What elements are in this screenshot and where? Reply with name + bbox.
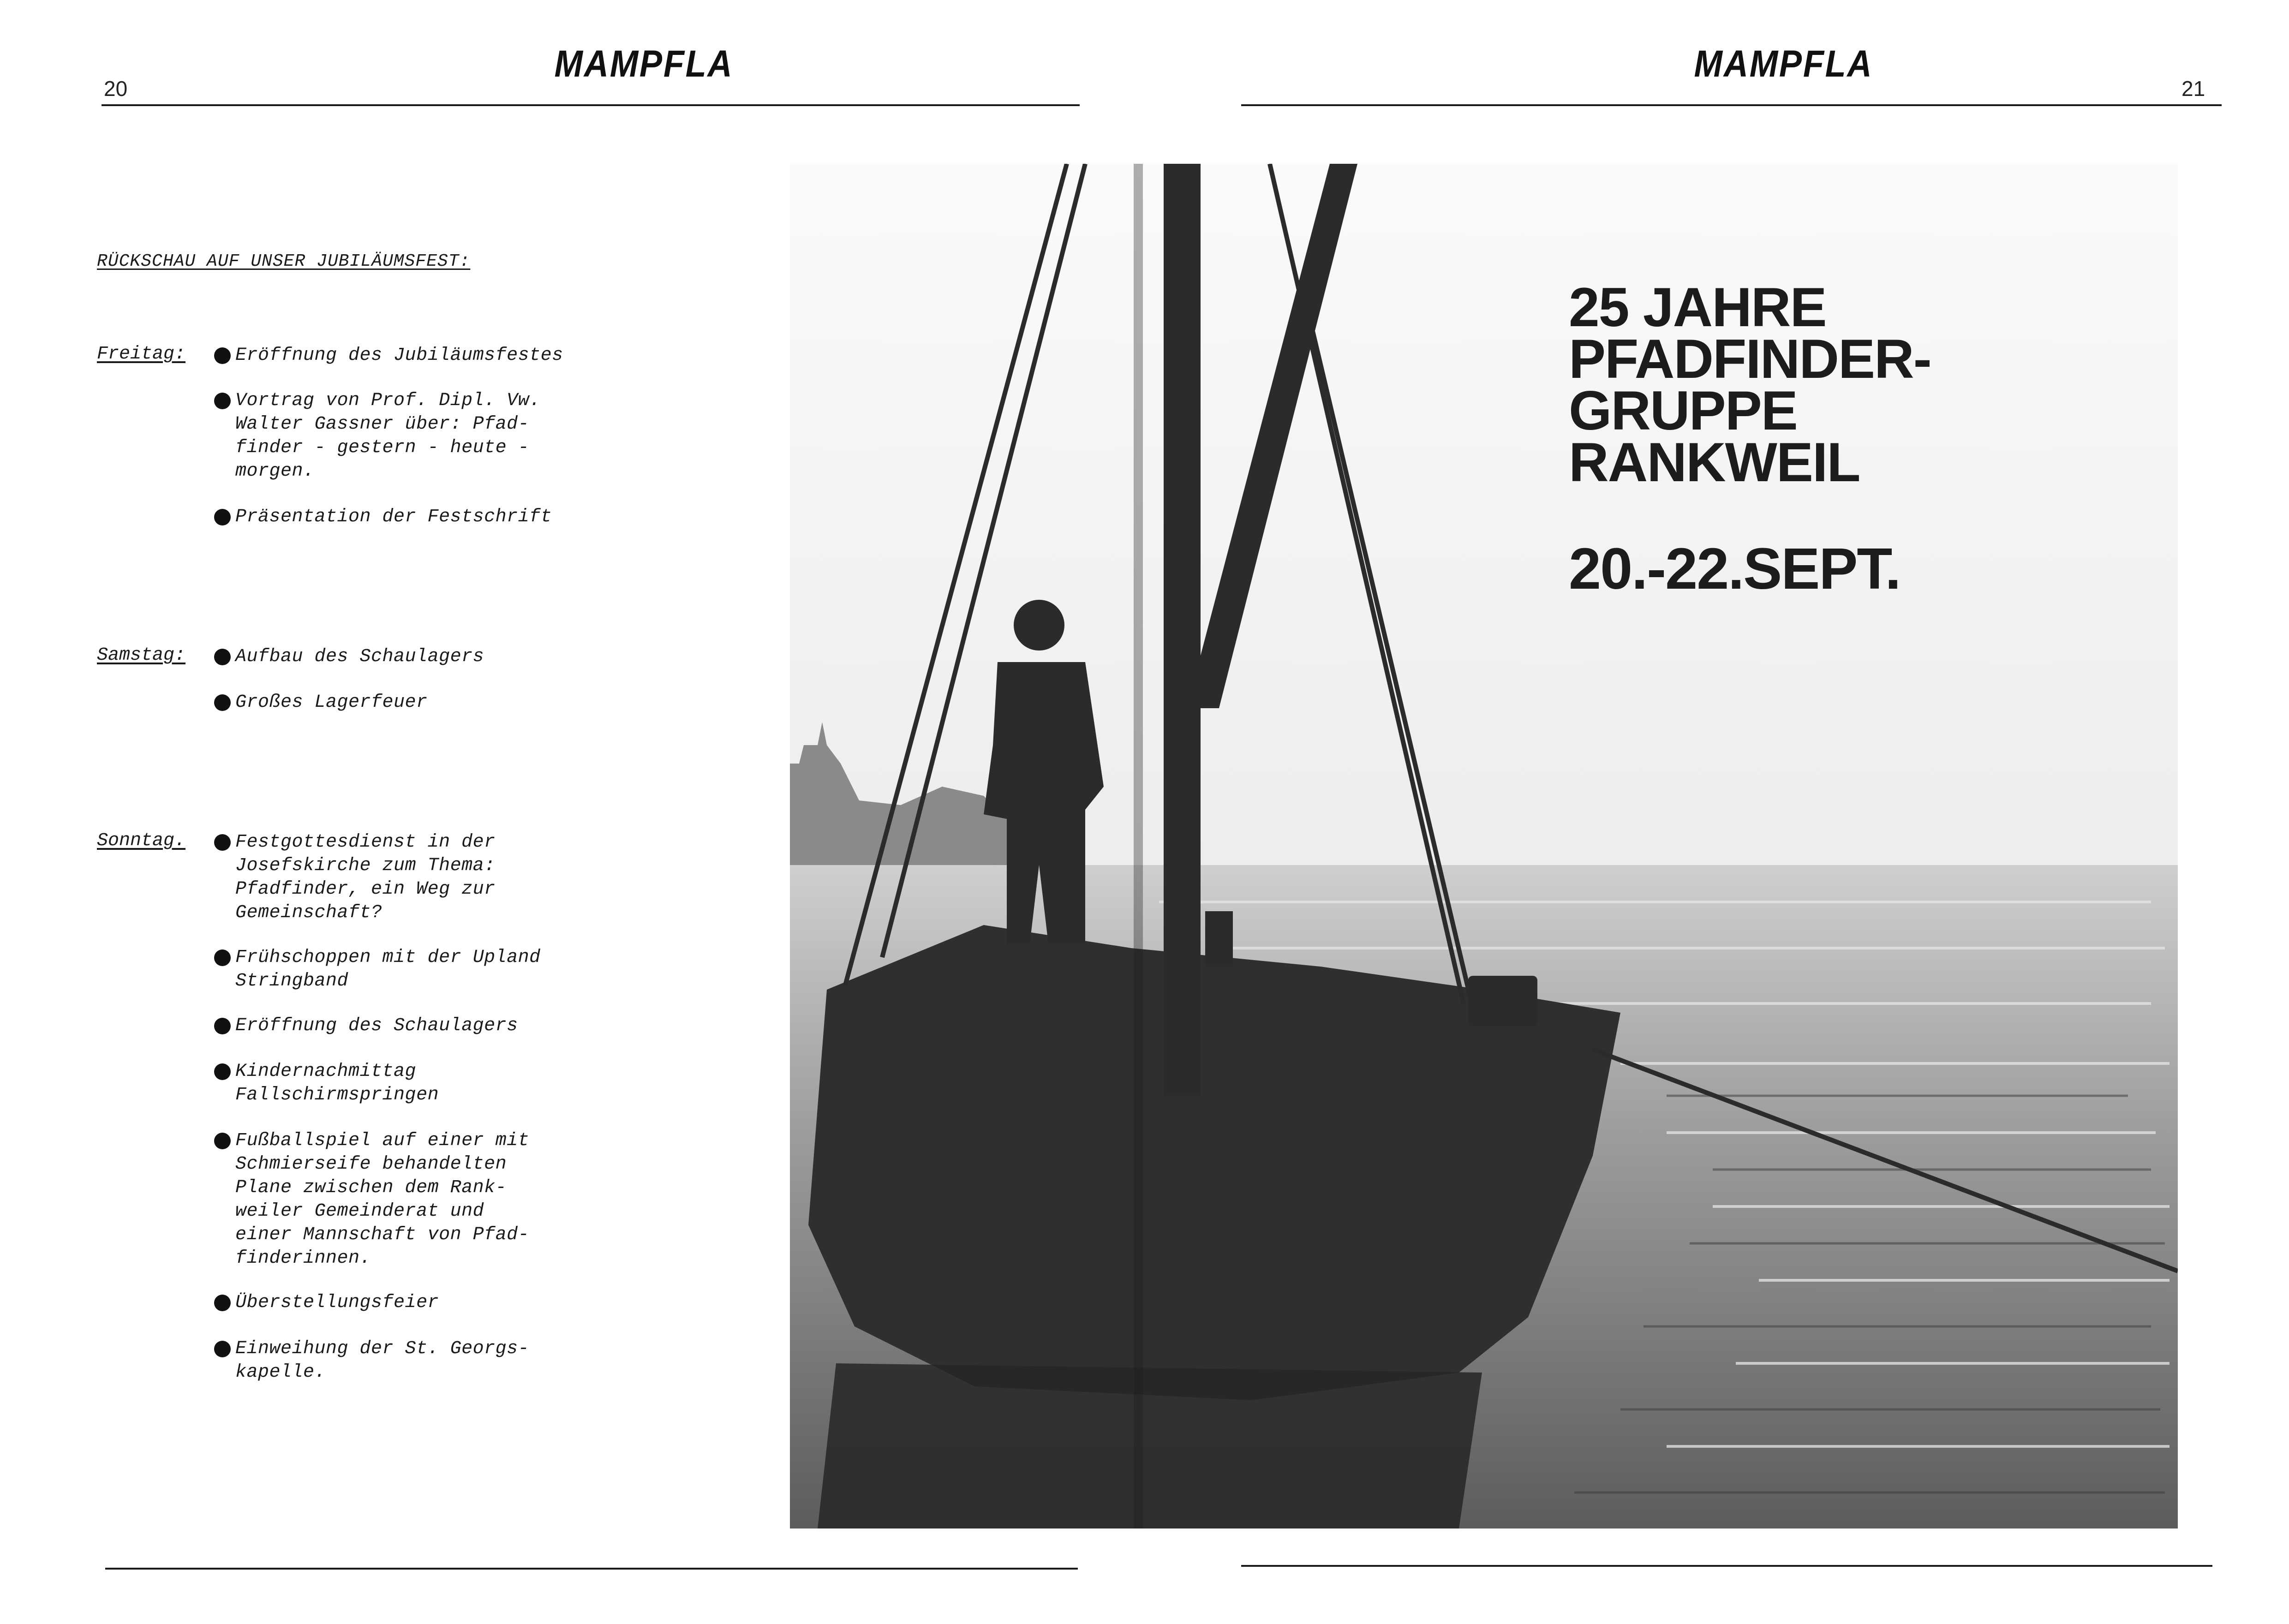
- section-title: RÜCKSCHAU AUF UNSER JUBILÄUMSFEST:: [97, 251, 471, 271]
- program-item: Eröffnung des Jubiläumsfestes: [214, 344, 592, 367]
- program-item: Vortrag von Prof. Dipl. Vw. Walter Gassner über: Pfad- finder - gestern - heute - morgen.: [214, 389, 592, 483]
- program-item: Präsentation der Festschrift: [214, 505, 592, 529]
- headline-line: RANKWEIL: [1569, 431, 1860, 493]
- page-number-left: 20: [104, 77, 128, 101]
- bullet-dot-icon: [214, 347, 231, 364]
- program-item: Großes Lagerfeuer: [214, 691, 592, 714]
- sailboat-photo-graphic: [790, 164, 2178, 1528]
- headline-line: PFADFINDER-: [1569, 328, 1931, 390]
- bullet-dot-icon: [214, 834, 231, 851]
- page-number-right: 21: [2181, 77, 2205, 101]
- bullet-dot-icon: [214, 509, 231, 525]
- program-item: Aufbau des Schaulagers: [214, 645, 592, 669]
- day-label-samstag: Samstag:: [97, 645, 186, 666]
- header-rule-right: [1241, 104, 2222, 106]
- program-item: Fußballspiel auf einer mit Schmierseife behandelten Plane zwischen dem Rank- weiler Gemeinderat und einer Mannschaft von Pfad- finderinnen.: [214, 1129, 592, 1270]
- bullet-dot-icon: [214, 1295, 231, 1311]
- event-dates: 20.-22.SEPT.: [1569, 536, 1901, 601]
- program-item: Kindernachmittag Fallschirmspringen: [214, 1060, 592, 1107]
- bullet-dot-icon: [214, 1063, 231, 1080]
- day-label-sonntag: Sonntag.: [97, 830, 186, 851]
- program-item: Eröffnung des Schaulagers: [214, 1014, 592, 1038]
- footer-rule-right: [1241, 1565, 2212, 1567]
- program-item: Einweihung der St. Georgs- kapelle.: [214, 1337, 592, 1384]
- masthead-logo-left: MAMPFLA: [554, 43, 734, 85]
- bullet-dot-icon: [214, 1341, 231, 1357]
- bullet-dot-icon: [214, 694, 231, 711]
- headline-line: 25 JAHRE: [1569, 276, 1826, 338]
- header-rule-left: [102, 104, 1080, 106]
- headline-line: GRUPPE: [1569, 380, 1797, 442]
- masthead-logo-right: MAMPFLA: [1694, 43, 1873, 85]
- event-headline: [1569, 276, 1931, 493]
- sailboat-silhouette-photo: [790, 164, 2178, 1528]
- bullet-dot-icon: [214, 949, 231, 966]
- bullet-dot-icon: [214, 393, 231, 409]
- program-item: Überstellungsfeier: [214, 1291, 592, 1314]
- program-item: Frühschoppen mit der Upland Stringband: [214, 946, 592, 993]
- footer-rule-left: [105, 1568, 1078, 1570]
- day-label-freitag: Freitag:: [97, 344, 186, 364]
- bullet-dot-icon: [214, 1018, 231, 1034]
- bullet-dot-icon: [214, 649, 231, 665]
- bullet-dot-icon: [214, 1133, 231, 1149]
- program-item: Festgottesdienst in der Josefskirche zum Thema: Pfadfinder, ein Weg zur Gemeinschaft?: [214, 830, 592, 925]
